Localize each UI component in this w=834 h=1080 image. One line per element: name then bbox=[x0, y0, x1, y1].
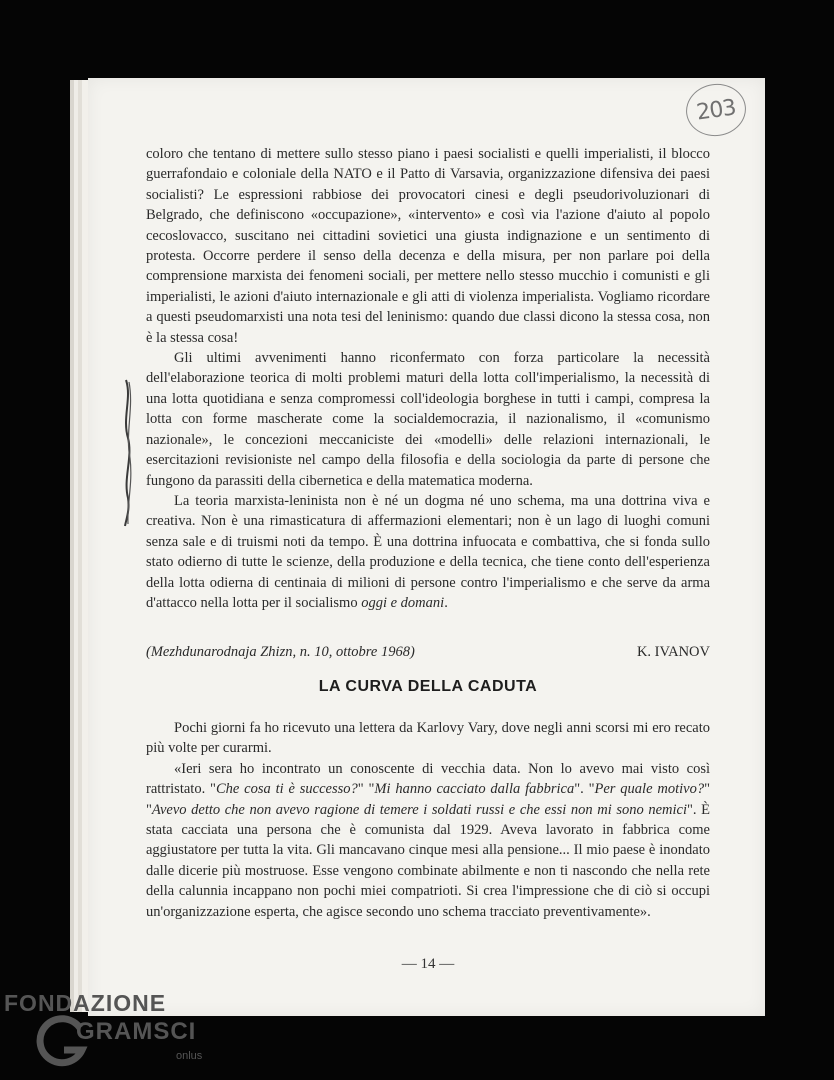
quote-text: " " bbox=[357, 781, 375, 798]
fondazione-gramsci-watermark bbox=[4, 986, 264, 1076]
quote-italic: Per quale motivo? bbox=[594, 781, 705, 798]
document-page bbox=[88, 78, 765, 1016]
paragraph-text: La teoria marxista-leninista non è né un dogma né uno schema, ma una dottrina viva e creativa. Non è una rimasticatura di affermazioni elementari; non è un lago di luoghi comuni senza sale e di truismi noti da tempo. È una dottrina infuocata e combattiva, che si fonda sullo stato odierno di tutte le scienze, della produzione e della tecnica, che tiene conto dell'esperienza della lotta odierna di centinaia di milioni di persone contro l'imperialismo e che serve da arma d'attacco nella lotta per il socialismo bbox=[146, 492, 710, 611]
quote-italic: Che cosa ti è successo? bbox=[215, 781, 358, 798]
watermark-line1: FONDAZIONE bbox=[4, 990, 167, 1016]
paragraph bbox=[146, 759, 710, 922]
watermark-line2: GRAMSCI bbox=[76, 1018, 197, 1045]
page-number-footer: — 14 — bbox=[401, 956, 455, 972]
paragraph bbox=[146, 491, 710, 613]
quote-text: ". " bbox=[574, 781, 595, 798]
article-body bbox=[146, 718, 710, 922]
paragraph-text-end: . bbox=[444, 594, 448, 611]
paragraph: Gli ultimi avvenimenti hanno riconfermato con forza particolare la necessità dell'elaborazione teorica di molti problemi maturi della lotta coll'imperialismo, la necessità di una lotta quotidiana e senza compromessi coll'ideologia borghese in tutti i campi, compresa la lotta con forme mascherate come la socialdemocrazia, il nazionalismo, il «comunismo nazionale», le concezioni meccaniciste dei «modelli» delle relazioni internazionali, le esercitazioni revisioniste nel campo della filosofia e della sociologia da parte di persone che fungono da parassiti della cibernetica e della matematica moderna. bbox=[146, 350, 710, 489]
watermark-line3: onlus bbox=[176, 1050, 203, 1062]
quote-italic: Mi hanno cacciato dalla fabbrica bbox=[374, 781, 575, 798]
quote-text: " " bbox=[146, 781, 710, 818]
paragraph-italic: oggi e domani bbox=[361, 594, 445, 611]
quote-italic: Avevo detto che non avevo ragione di temere i soldati russi e che essi non mi sono nemici bbox=[151, 801, 687, 818]
author-signature: K. IVANOV bbox=[636, 644, 710, 660]
source-citation: (Mezhdunarodnaja Zhizn, n. 10, ottobre 1968) bbox=[146, 644, 415, 660]
article-heading: LA CURVA DELLA CADUTA bbox=[318, 678, 538, 695]
handwritten-page-number bbox=[683, 80, 750, 140]
quote-text: «Ieri sera ho incontrato un conoscente di vecchia data. Non lo avevo mai visto così rattristato. " bbox=[146, 760, 710, 798]
paragraph: coloro che tentano di mettere sullo stesso piano i paesi socialisti e quelli imperialisti, il blocco guerrafondaio e coloniale della NATO e il Patto di Varsavia, organizzazione difensiva dei paesi socialisti? Le espressioni rabbiose dei provocatori cinesi e degli pseudorivoluzionari di Belgrado, che definiscono «occupazione», «intervento» e così via l'azione d'aiuto al popolo cecoslovacco, suscitano nei cittadini sovietici una giusta indignazione e un sentimento di protesta. Occorre perdere il senso della decenza e della misura, per non parlare poi della comprensione marxista dei fenomeni sociali, per mettere nello stesso mucchio i comunisti e gli imperialisti, le azioni d'aiuto internazionale e gli atti di violenza imperialista. Vogliamo ricordare a questi pseudomarxisti una nota tesi del leninismo: quando due classi dicono la stessa cosa, non è la stessa cosa! bbox=[146, 146, 710, 346]
source-citation-line bbox=[146, 644, 710, 661]
handwritten-page-number-text: 203 bbox=[694, 94, 738, 126]
quote-text: ". È stata cacciata una persona che è comunista dal 1929. Aveva lavorato in fabbrica come aggiustatore per tutta la vita. Gli mancavano cinque mesi alla pensione... Il mio paese è inondato dalle dicerie più mostruose. Esse vengono combinate abilmente e non ti nascondo che nella rete della calunnia incappano non pochi miei compatrioti. Si crea l'impressione che di ciò si occupi un'organizzazione esperta, che agisce secondo uno schema tracciato preventivamente». bbox=[146, 801, 710, 920]
article-continuation bbox=[146, 144, 710, 613]
paragraph: Pochi giorni fa ho ricevuto una lettera da Karlovy Vary, dove negli anni scorsi mi ero recato più volte per curarmi. bbox=[146, 720, 710, 757]
margin-bracket-mark bbox=[118, 378, 138, 528]
